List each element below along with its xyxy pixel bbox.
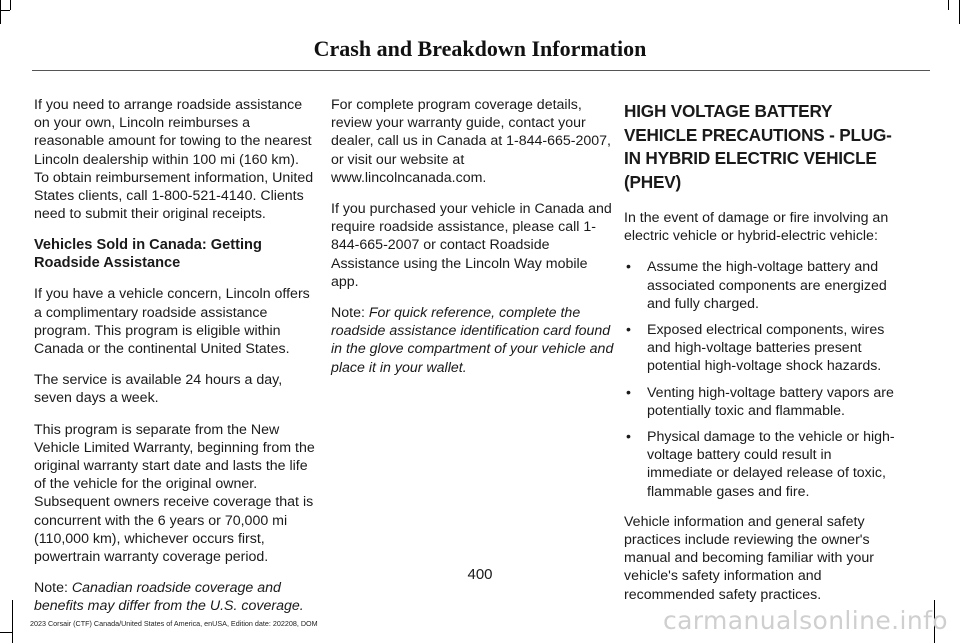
footer-edition-text: 2023 Corsair (CTF) Canada/United States of America, enUSA, Edition date: 202208, DOM xyxy=(30,619,318,628)
paragraph: If you have a vehicle concern, Lincoln offers a complimentary roadside assistance program. This program is eligible within Canada or the continental United States. xyxy=(34,286,310,358)
list-item: • Venting high-voltage battery vapors are potentially toxic and flammable. xyxy=(624,384,898,420)
watermark: carmanualsonline.info xyxy=(662,606,948,635)
column-2 xyxy=(331,96,614,390)
crop-mark xyxy=(0,0,1,24)
note-label: Note: xyxy=(34,580,68,597)
list-item: • Exposed electrical components, wires and high-voltage batteries present potential high-voltage shock hazards. xyxy=(624,321,898,376)
page-number: 400 xyxy=(467,566,493,583)
crop-mark xyxy=(0,632,12,633)
paragraph: For complete program coverage details, review your warranty guide, contact your dealer, call us in Canada at 1-844-665-2007, or visit our website at www.lincolncanada.com. xyxy=(331,97,612,186)
column-3 xyxy=(624,96,898,617)
crop-mark xyxy=(10,0,11,10)
note-label: Note: xyxy=(331,305,365,322)
note-text: For quick reference, complete the roadside assistance identification card found in the glove compartment of your vehicle and place it in your wallet. xyxy=(331,305,614,376)
section-heading: HIGH VOLTAGE BATTERY VEHICLE PRECAUTIONS - PLUG-IN HYBRID ELECTRIC VEHICLE (PHEV) xyxy=(624,101,892,192)
paragraph: This program is separate from the New Vehicle Limited Warranty, beginning from the original warranty start date and lasts the life of the vehicle for the original owner. Subsequent owners receive coverage that is concurrent with the 6 years or 70,000 mi (110,000 km), whichever occurs first, powertrain warranty coverage period. xyxy=(34,421,315,566)
paragraph: If you purchased your vehicle in Canada and require roadside assistance, please call 1-844-665-2007 or contact Roadside Assistance using the Lincoln Way mobile app. xyxy=(331,201,612,290)
crop-mark xyxy=(12,600,13,643)
paragraph: In the event of damage or fire involving an electric vehicle or hybrid-electric vehicle: xyxy=(624,210,889,245)
column-1 xyxy=(34,96,317,629)
page-title: Crash and Breakdown Information xyxy=(313,36,647,61)
crop-mark xyxy=(0,10,10,11)
list-item: • Physical damage to the vehicle or high-voltage battery could result in immediate or delayed release of toxic, flammable gases and fire. xyxy=(624,428,898,501)
paragraph: Vehicle information and general safety practices include reviewing the owner's manual and becoming familiar with your vehicle's safety information and recommended safety practices. xyxy=(624,513,874,603)
crop-mark xyxy=(948,0,949,10)
note xyxy=(34,579,317,615)
title-divider xyxy=(32,70,930,71)
bullet-list xyxy=(624,258,898,500)
section-heading: Vehicles Sold in Canada: Getting Roadside Assistance xyxy=(34,237,262,272)
paragraph: If you need to arrange roadside assistance on your own, Lincoln reimburses a reasonable amount for towing to the nearest Lincoln dealership within 100 mi (160 km). To obtain reimbursement information, United States clients, call 1-800-521-4140. Clients need to submit their original receipts. xyxy=(34,97,314,223)
list-item: • Assume the high-voltage battery and associated components are energized and fully charged. xyxy=(624,258,898,313)
note xyxy=(331,304,614,377)
note-text: Canadian roadside coverage and benefits may differ from the U.S. coverage. xyxy=(34,580,304,615)
paragraph: The service is available 24 hours a day, seven days a week. xyxy=(34,372,283,407)
